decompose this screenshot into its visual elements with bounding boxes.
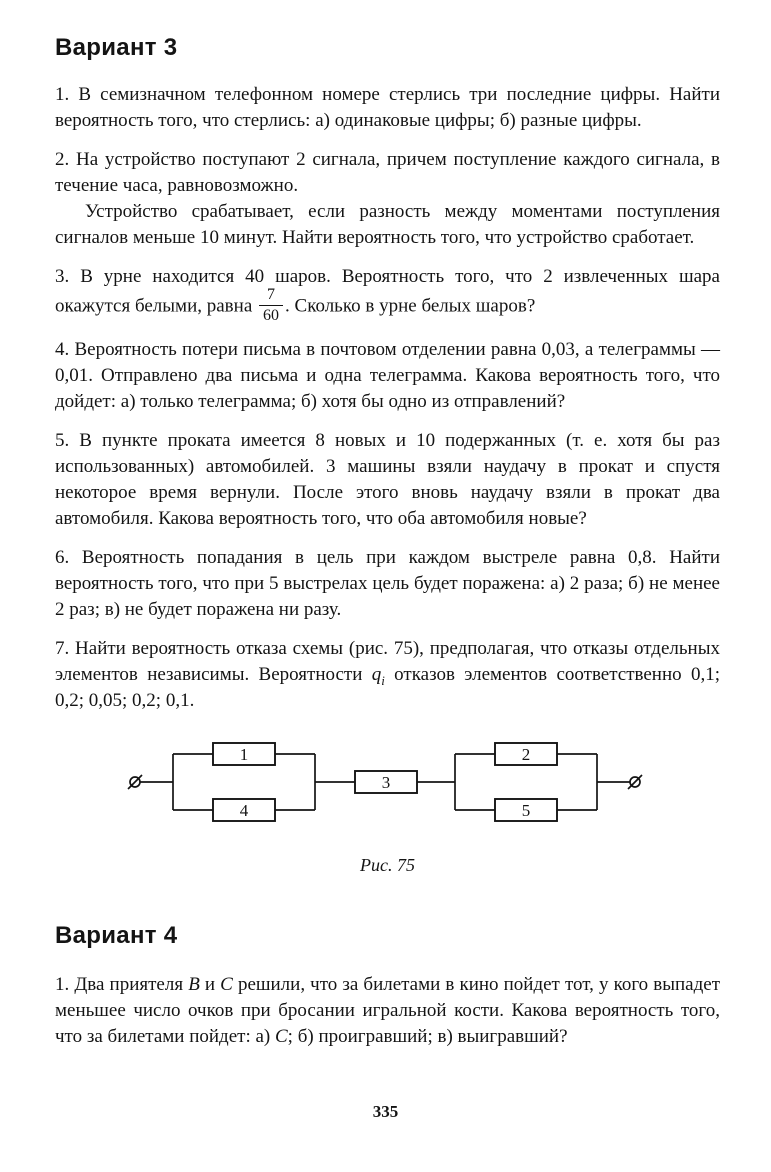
problem-5-number: 5. <box>55 430 70 452</box>
problem-1 <box>55 82 720 134</box>
circuit-element-5-label: 5 <box>521 801 531 821</box>
problem-7-text-pre: Найти вероятность отказа схемы (рис. 75), предполагая, что отказы отдельных элементов независимы. Вероятности <box>55 638 720 686</box>
variant-4-heading: Вариант 4 <box>55 922 178 950</box>
left-terminal-icon <box>128 775 142 789</box>
problem-6 <box>55 545 720 623</box>
problem-2-text: На устройство поступают 2 сигнала, причем поступление каждого сигнала, в течение часа, равновозможно. <box>55 149 720 196</box>
problem-5-text: В пункте проката имеется 8 новых и 10 подержанных (т. е. хотя бы раз использованных) автомобилей. 3 машины взяли наудачу в прокат и спустя некоторое время вернули. После этого вновь наудачу взяли в прокат два автомобиля. Какова вероятность того, что оба автомобиля новые? <box>55 430 720 530</box>
variant-4-problem-1-text-pre: Два приятеля <box>69 974 189 996</box>
variant-4-problem-1-text-post: ; б) проигравший; в) выигравший? <box>287 1026 568 1048</box>
circuit-element-3-label: 3 <box>381 773 391 793</box>
circuit-element-4-label: 4 <box>239 801 249 821</box>
problem-2-text-2: Устройство срабатывает, если разность между моментами поступления сигналов меньше 10 минут. Найти вероятность того, что устройство сработает. <box>55 201 720 248</box>
problem-7-number: 7. <box>55 638 70 660</box>
problem-3-text-post: . Сколько в урне белых шаров? <box>285 295 536 317</box>
variant-4-problem-1-text-mid1: и <box>199 974 221 996</box>
page-number: 335 <box>372 1102 399 1121</box>
variant-4-problem-1-number: 1. <box>55 974 70 996</box>
right-terminal-icon <box>628 775 642 789</box>
problem-7-text-post: отказов элементов соответственно 0,1; 0,2; 0,05; 0,2; 0,1. <box>55 664 720 712</box>
fraction-denominator: 60 <box>263 306 280 324</box>
problem-2 <box>55 147 720 199</box>
math-symbol-c2: C <box>274 1026 288 1048</box>
math-subscript-i: i <box>381 672 385 688</box>
problem-1-number: 1. <box>55 84 70 105</box>
variant-3-heading: Вариант 3 <box>55 34 178 61</box>
math-symbol-b: B <box>188 974 200 996</box>
problem-7 <box>55 636 720 714</box>
math-symbol-c: C <box>220 974 233 996</box>
problem-3-number: 3. <box>55 266 70 287</box>
problem-4-number: 4. <box>55 339 70 361</box>
problem-1-text: В семизначном телефонном номере стерлись три последние цифры. Найти вероятность того, что стерлись: а) одинаковые цифры; б) разные цифры. <box>55 84 720 131</box>
circuit-diagram <box>125 734 645 830</box>
variant-4-problem-1-text-mid2: решили, что за билетами в кино пойдет тот, у кого выпадет меньшее число очков при бросании игральной кости. Какова вероятность того, что за билетами пойдет: а) <box>55 974 720 1048</box>
circuit-figure <box>125 734 720 835</box>
problem-6-text: Вероятность попадания в цель при каждом выстреле равна 0,8. Найти вероятность того, что при 5 выстрелах цель будет поражена: а) 2 раза; б) не менее 2 раз; в) не будет поражена ни разу. <box>55 547 720 621</box>
problem-4 <box>55 337 720 415</box>
problem-3 <box>55 264 720 324</box>
variant-4-problem-1 <box>55 972 720 1050</box>
problem-3-text-pre: В урне находится 40 шаров. Вероятность того, что 2 извлеченных шара окажутся белыми, равна <box>55 266 720 317</box>
problem-4-text: Вероятность потери письма в почтовом отделении равна 0,03, а телеграммы — 0,01. Отправлено два письма и одна телеграмма. Какова вероятность того, что дойдет: а) только телеграмма; б) хотя бы одно из отправлений? <box>55 339 720 413</box>
circuit-element-1-label: 1 <box>239 745 249 765</box>
figure-caption: Рис. 75 <box>360 855 415 876</box>
circuit-element-2-label: 2 <box>521 745 531 765</box>
problem-2-continued <box>55 199 720 251</box>
fraction-numerator: 7 <box>259 286 283 306</box>
fraction-7-60 <box>259 286 283 324</box>
problem-6-number: 6. <box>55 547 70 569</box>
problem-5 <box>55 428 720 532</box>
problem-2-number: 2. <box>55 149 70 170</box>
math-symbol-q: q <box>371 664 382 686</box>
